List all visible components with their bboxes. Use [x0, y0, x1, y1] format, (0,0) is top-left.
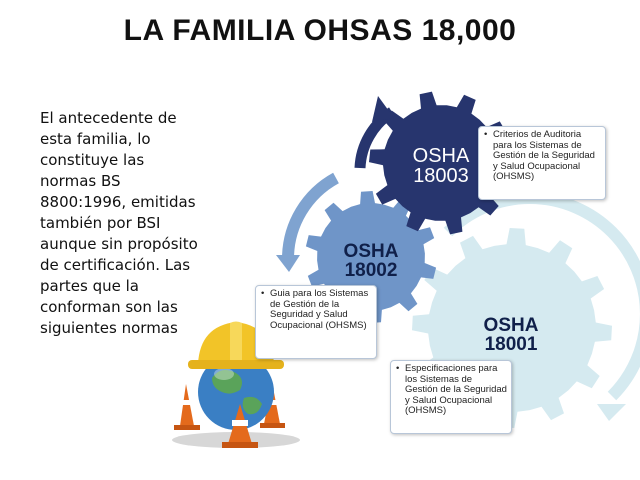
bullet-icon: • [484, 129, 488, 140]
callout-text: Criterios de Auditoria para los Sistemas de Gestión de la Seguridad y Salud Ocupacional (OHSMS) [493, 129, 595, 182]
callout-text: Especificaciones para los Sistemas de Gestión de la Seguridad y Salud Ocupacional (OHSMS) [405, 363, 507, 416]
bullet-icon: • [396, 363, 400, 374]
page-title: LA FAMILIA OHSAS 18,000 [123, 14, 517, 47]
callout-18001 [390, 360, 512, 434]
callout-18003 [478, 126, 606, 200]
gear-label-18002: OSHA 18002 [343, 241, 399, 281]
callout-18002 [255, 285, 377, 359]
gear-label-18001: OSHA 18001 [483, 315, 539, 355]
callout-text: Guia para los Sistemas de Gestión de la Seguridad y Salud Ocupacional (OHSMS) [270, 288, 369, 331]
cycle-arrow-head-icon [372, 96, 394, 122]
cycle-arrow-head-icon [276, 255, 300, 272]
gear-label-18003: OSHA 18003 [412, 145, 470, 187]
cycle-arrow-head-icon [597, 404, 626, 421]
bullet-icon: • [261, 288, 265, 299]
intro-paragraph: El antecedente de esta familia, lo constituye las normas BS 8800:1996, emitidas también por BSI aunque sin propósito de certificación. Las partes que la conforman son las siguientes normas [40, 109, 198, 337]
